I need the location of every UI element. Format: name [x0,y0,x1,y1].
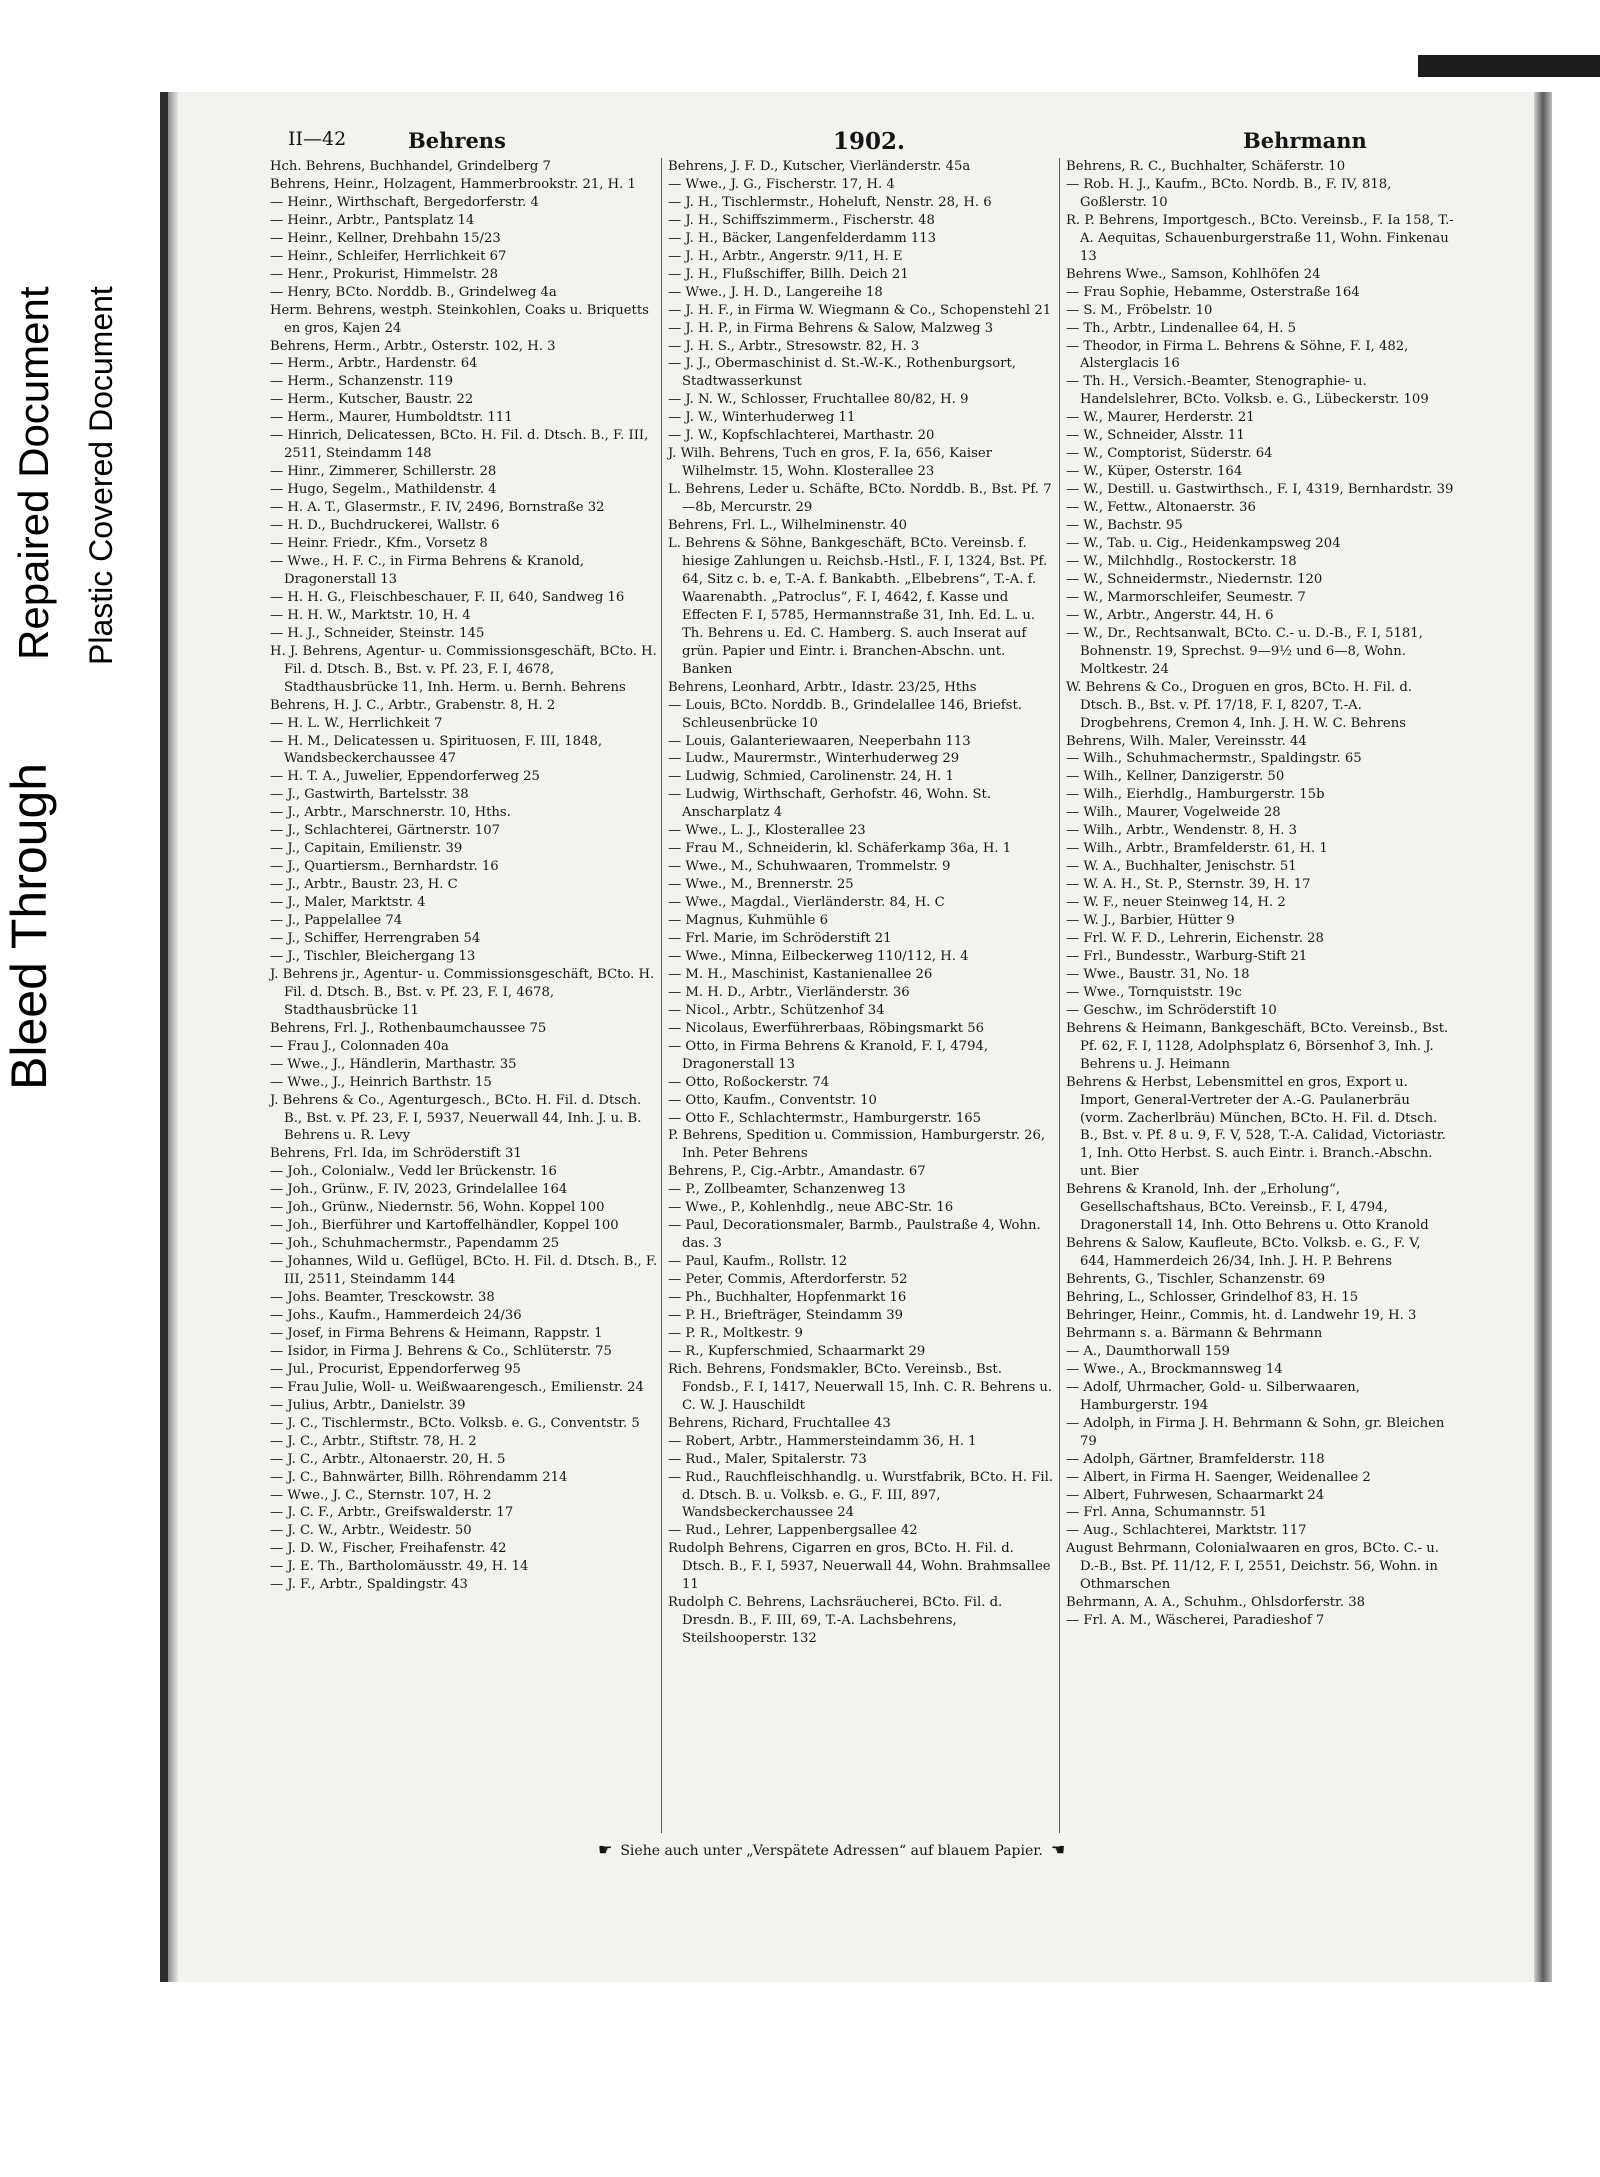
directory-entry: Behrmann, A. A., Schuhm., Ohlsdorferstr. 38 [1066,1595,1366,1611]
directory-entry: Behrens, Frl. L., Wilhelminenstr. 40 [668,518,908,534]
directory-entry: — Albert, in Firma H. Saenger, Weidenallee 2 [1066,1469,1371,1485]
directory-entry: — Herm., Schanzenstr. 119 [270,374,454,390]
directory-entry: — Frau J., Colonnaden 40a [270,1038,449,1054]
directory-entry: — Otto, Roßockerstr. 74 [668,1074,830,1090]
directory-entry: Behringer, Heinr., Commis, ht. d. Landwehr 19, H. 3 [1066,1308,1417,1323]
directory-entry: — J., Schlachterei, Gärtnerstr. 107 [270,823,500,839]
directory-entry: — Wwe., Baustr. 31, No. 18 [1066,966,1250,982]
directory-entry: — Robert, Arbtr., Hammersteindamm 36, H. 1 [668,1433,977,1449]
directory-entry: — Rud., Lehrer, Lappenbergsallee 42 [668,1523,918,1539]
directory-entry: Behrens, Leonhard, Arbtr., Idastr. 23/25, Hths [668,679,977,695]
directory-entry: — H. T. A., Juwelier, Eppendorferweg 25 [270,769,540,785]
directory-entry: — W. J., Barbier, Hütter 9 [1066,913,1235,929]
directory-entry: Behrents, G., Tischler, Schanzenstr. 69 [1066,1272,1326,1288]
directory-entry: — H. D., Buchdruckerei, Wallstr. 6 [270,518,500,534]
directory-entry: — Johs. Beamter, Tresckowstr. 38 [270,1290,495,1306]
directory-entry: — J. H., Arbtr., Angerstr. 9/11, H. E [668,248,903,264]
directory-entry: — Adolph, in Firma J. H. Behrmann & Sohn, gr. Bleichen 79 [1066,1415,1445,1449]
directory-entry: — Johs., Kaufm., Hammerdeich 24/36 [270,1308,522,1323]
plastic-covered-label: Plastic Covered Document [83,286,119,665]
directory-entry: — J. C. W., Arbtr., Weidestr. 50 [270,1523,472,1539]
directory-entry: — Louis, Galanteriewaaren, Neeperbahn 113 [668,733,971,749]
directory-entry: — Jul., Procurist, Eppendorferweg 95 [270,1361,521,1377]
directory-entry: — Frl., Bundesstr., Warburg-Stift 21 [1066,948,1308,964]
directory-entry: — S. M., Fröbelstr. 10 [1066,302,1213,318]
directory-entry: — Josef, in Firma Behrens & Heimann, Rappstr. 1 [270,1325,603,1341]
directory-entry: — Wilh., Maurer, Vogelweide 28 [1066,805,1281,821]
scan-edge-shadow [168,92,178,1982]
directory-entry: Behrens, J. F. D., Kutscher, Vierländerstr. 45a [668,159,971,174]
directory-entry: Behrens, H. J. C., Arbtr., Grabenstr. 8, H. 2 [270,697,556,713]
year-heading: 1902. [833,128,906,155]
directory-entry: — Nicol., Arbtr., Schützenhof 34 [668,1002,885,1018]
right-head-word: Behrmann [1243,128,1367,153]
directory-entry: Rich. Behrens, Fondsmakler, BCto. Vereinsb., Bst. Fondsb., F. I, 1417, Neuerwall 15, Inh. C. R. Behrens u. C. W. J. Hauschildt [668,1361,1053,1413]
directory-entry: — Peter, Commis, Afterdorferstr. 52 [668,1272,908,1288]
directory-entry: — Ludwig, Schmied, Carolinenstr. 24, H. 1 [668,769,954,785]
directory-entry: — Frl. W. F. D., Lehrerin, Eichenstr. 28 [1066,930,1324,946]
directory-entry: — Wwe., J. H. D., Langereihe 18 [668,284,883,300]
directory-entry: Behring, L., Schlosser, Grindelhof 83, H. 15 [1066,1290,1359,1306]
directory-entry: — Wwe., L. J., Klosterallee 23 [668,823,866,839]
directory-entry: — Heinr., Kellner, Drehbahn 15/23 [270,230,501,246]
directory-entry: — Herm., Kutscher, Baustr. 22 [270,392,474,408]
directory-entry: — Wwe., Minna, Eilbeckerweg 110/112, H. 4 [668,948,969,964]
directory-entry: Behrens & Kranold, Inh. der „Erholung“, Gesellschaftshaus, BCto. Vereinsb., F. I, 4794, Dragonerstall 14, Inh. Otto Behrens u. Otto Kranold [1066,1182,1429,1234]
directory-entry: Behrens Wwe., Samson, Kohlhöfen 24 [1066,266,1321,282]
directory-entry: — J. H. F., in Firma W. Wiegmann & Co., Schopenstehl 21 [668,302,1052,318]
directory-entry: — Wwe., J., Heinrich Barthstr. 15 [270,1074,492,1090]
directory-entry: — Henr., Prokurist, Himmelstr. 28 [270,266,499,282]
directory-entry: — Ludw., Maurermstr., Winterhuderweg 29 [668,751,960,767]
directory-entry: — Joh., Grünw., F. IV, 2023, Grindelallee 164 [270,1182,568,1198]
directory-entry: — H. M., Delicatessen u. Spirituosen, F. III, 1848, Wandsbeckerchaussee 47 [270,733,603,767]
directory-entry: — Adolph, Gärtner, Bramfelderstr. 118 [1066,1451,1325,1467]
directory-entry: — J. H., Flußschiffer, Billh. Deich 21 [668,266,909,282]
directory-entry: — J., Arbtr., Baustr. 23, H. C [270,877,458,893]
directory-entry: — J. F., Arbtr., Spaldingstr. 43 [270,1577,468,1593]
directory-entry: Hch. Behrens, Buchhandel, Grindelberg 7 [270,159,551,174]
directory-entry: — J., Arbtr., Marschnerstr. 10, Hths. [270,805,511,821]
directory-entry: — Rud., Rauchfleischhandlg. u. Wurstfabrik, BCto. H. Fil. d. Dtsch. B. u. Volksb. e. G., F. III, 897, Wandsbeckerchaussee 24 [668,1469,1054,1521]
left-head-word: Behrens [408,128,506,153]
directory-entry: — Wwe., M., Brennerstr. 25 [668,877,854,893]
directory-entry: — Louis, BCto. Norddb. B., Grindelallee 146, Briefst. Schleusenbrücke 10 [668,697,1022,731]
directory-entry: — P. R., Moltkestr. 9 [668,1325,803,1341]
directory-entry: — W. A. H., St. P., Sternstr. 39, H. 17 [1066,877,1311,893]
directory-entry: Behrens, Richard, Fruchtallee 43 [668,1415,891,1431]
directory-entry: — J. W., Kopfschlachterei, Marthastr. 20 [668,428,935,444]
directory-entry: Behrens & Heimann, Bankgeschäft, BCto. Vereinsb., Bst. Pf. 62, F. I, 1128, Adolphsplatz 6, Börsenhof 3, Inh. J. Behrens u. J. Heimann [1066,1020,1449,1072]
directory-entry: — Th. H., Versich.-Beamter, Stenographie- u. Handelslehrer, BCto. Volksb. e. G., Lübeckerstr. 109 [1066,374,1429,408]
directory-entry: — J. C., Tischlermstr., BCto. Volksb. e. G., Conventstr. 5 [270,1415,640,1431]
directory-entry: — W., Schneider, Alsstr. 11 [1066,428,1245,444]
directory-entry: — M. H., Maschinist, Kastanienallee 26 [668,966,933,982]
column-rule [1059,158,1060,1833]
directory-entry: Herm. Behrens, westph. Steinkohlen, Coaks u. Briquetts en gros, Kajen 24 [270,302,649,336]
directory-entry: W. Behrens & Co., Droguen en gros, BCto. H. Fil. d. Dtsch. B., Bst. v. Pf. 17/18, F. I, 8207, T.-A. Drogbehrens, Cremon 4, Inh. J. H. W. C. Behrens [1066,679,1412,731]
directory-entry: — W., Marmorschleifer, Seumestr. 7 [1066,589,1306,605]
directory-entry: — Otto, in Firma Behrens & Kranold, F. I, 4794, Dragonerstall 13 [668,1038,989,1072]
footer-note-text: Siehe auch unter „Verspätete Adressen“ auf blauem Papier. [620,1843,1043,1859]
directory-entry: — J. H. P., in Firma Behrens & Salow, Malzweg 3 [668,320,994,336]
directory-entry: P. Behrens, Spedition u. Commission, Hamburgerstr. 26, Inh. Peter Behrens [668,1128,1046,1162]
directory-entry: — Paul, Decorationsmaler, Barmb., Paulstraße 4, Wohn. das. 3 [668,1218,1041,1252]
directory-entry: — Frl. Marie, im Schröderstift 21 [668,930,892,946]
directory-entry: — Wilh., Schuhmachermstr., Spaldingstr. 65 [1066,751,1362,767]
directory-entry: L. Behrens, Leder u. Schäfte, BCto. Norddb. B., Bst. Pf. 7—8b, Mercurstr. 29 [668,482,1052,516]
directory-entry: — Adolf, Uhrmacher, Gold- u. Silberwaaren, Hamburgerstr. 194 [1066,1379,1360,1413]
directory-entry: — J. N. W., Schlosser, Fruchtallee 80/82, H. 9 [668,392,969,408]
directory-entry: — Joh., Schuhmachermstr., Papendamm 25 [270,1236,560,1252]
directory-entry: — H. A. T., Glasermstr., F. IV, 2496, Bornstraße 32 [270,500,605,516]
directory-entry: Behrens, Heinr., Holzagent, Hammerbrookstr. 21, H. 1 [270,176,636,192]
directory-entry: — Theodor, in Firma L. Behrens & Söhne, F. I, 482, Alsterglacis 16 [1066,338,1409,372]
directory-entry: — J. C., Arbtr., Stiftstr. 78, H. 2 [270,1433,477,1449]
directory-entry: — Frl. A. M., Wäscherei, Paradieshof 7 [1066,1613,1325,1629]
directory-entry: — Aug., Schlachterei, Marktstr. 117 [1066,1523,1307,1539]
directory-entry: — Joh., Colonialw., Vedd ler Brückenstr. 16 [270,1164,557,1180]
directory-entry: — Wwe., Magdal., Vierländerstr. 84, H. C [668,895,945,911]
directory-entry: — M. H. D., Arbtr., Vierländerstr. 36 [668,984,910,1000]
directory-entry: — Magnus, Kuhmühle 6 [668,913,828,929]
directory-entry: — P., Zollbeamter, Schanzenweg 13 [668,1182,906,1198]
directory-entry: — J. D. W., Fischer, Freihafenstr. 42 [270,1541,507,1557]
directory-entry: August Behrmann, Colonialwaaren en gros, BCto. C.- u. D.-B., Bst. Pf. 11/12, F. I, 2551, Deichstr. 56, Wohn. in Othmarschen [1066,1541,1439,1593]
directory-entry: — J. H., Bäcker, Langenfelderdamm 113 [668,230,937,246]
directory-entry: Behrens & Salow, Kaufleute, BCto. Volksb. e. G., F. V, 644, Hammerdeich 26/34, Inh. J. H. P. Behrens [1066,1236,1421,1270]
directory-entry: — W. A., Buchhalter, Jenischstr. 51 [1066,859,1297,875]
directory-entry: — W., Schneidermstr., Niedernstr. 120 [1066,571,1323,587]
running-head [278,128,1508,162]
directory-entry: — Herm., Arbtr., Hardenstr. 64 [270,356,478,372]
directory-entry: — Wwe., Tornquiststr. 19c [1066,984,1242,1000]
page-number: II—42 [288,128,347,150]
side-label-strip [0,0,160,2177]
directory-entry: Behrens, R. C., Buchhalter, Schäferstr. 10 [1066,159,1346,174]
directory-entry: — Otto F., Schlachtermstr., Hamburgerstr. 165 [668,1110,982,1126]
directory-entry: — Paul, Kaufm., Rollstr. 12 [668,1254,848,1270]
directory-entry: J. Behrens & Co., Agenturgesch., BCto. H. Fil. d. Dtsch. B., Bst. v. Pf. 23, F. I, 5937, Neuerwall 44, Inh. J. u. B. Behrens u. R. Levy [270,1092,642,1144]
directory-entry: Behrens, Frl. J., Rothenbaumchaussee 75 [270,1020,547,1036]
directory-entry: — Isidor, in Firma J. Behrens & Co., Schlüterstr. 75 [270,1343,612,1359]
directory-entry: — J., Quartiersm., Bernhardstr. 16 [270,859,499,875]
directory-entry: — Frl. Anna, Schumannstr. 51 [1066,1505,1268,1521]
directory-entry: — J., Schiffer, Herrengraben 54 [270,930,481,946]
directory-entry: — Heinr., Arbtr., Pantsplatz 14 [270,212,475,228]
directory-entry: — Joh., Grünw., Niedernstr. 56, Wohn. Koppel 100 [270,1200,605,1216]
directory-entry: — Hinrich, Delicatessen, BCto. H. Fil. d. Dtsch. B., F. III, 2511, Steindamm 148 [270,428,649,462]
directory-entry: — J. H. S., Arbtr., Stresowstr. 82, H. 3 [668,338,920,354]
directory-entry: — Heinr. Friedr., Kfm., Vorsetz 8 [270,536,488,552]
directory-entry: — Johannes, Wild u. Geflügel, BCto. H. Fil. d. Dtsch. B., F. III, 2511, Steindamm 144 [270,1254,658,1288]
directory-entry: — Otto, Kaufm., Conventstr. 10 [668,1092,877,1108]
directory-entry: — J. J., Obermaschinist d. St.-W.-K., Rothenburgsort, Stadtwasserkunst [668,356,1016,390]
directory-entry: Behrens, P., Cig.-Arbtr., Amandastr. 67 [668,1164,926,1180]
footer-note [590,1840,1290,1859]
directory-entry: — W., Bachstr. 95 [1066,518,1183,534]
scan-edge [160,92,168,1982]
column-rule [661,158,662,1833]
directory-entry: — Julius, Arbtr., Danielstr. 39 [270,1397,466,1413]
directory-entry: — A., Daumthorwall 159 [1066,1343,1230,1359]
directory-column-1 [270,158,658,1594]
directory-entry: — J. C. F., Arbtr., Greifswalderstr. 17 [270,1505,514,1521]
directory-entry: — W., Comptorist, Süderstr. 64 [1066,446,1273,462]
directory-entry: — H. H. W., Marktstr. 10, H. 4 [270,607,471,623]
directory-entry: — J. C., Arbtr., Altonaerstr. 20, H. 5 [270,1451,506,1467]
repaired-document-label: Repaired Document [10,286,57,660]
directory-entry: — J., Gastwirth, Bartelsstr. 38 [270,787,469,803]
page-fold [1534,92,1552,1982]
directory-entry: — H. J., Schneider, Steinstr. 145 [270,625,485,641]
directory-entry: — W., Maurer, Herderstr. 21 [1066,410,1255,426]
directory-entry: L. Behrens & Söhne, Bankgeschäft, BCto. Vereinsb. f. hiesige Zahlungen u. Reichsb.-Hstl., F. I, 1324, Bst. Pf. 64, Sitz c. b. e, T.-A. f. Bankabth. „Elbebrens“, T.-A. f. Waarenabth. „Patroclus“, F. I, 4642, f. Kasse und Effecten F. I, 5785, Hermannstraße 31, Inh. Ed. L. u. Th. Behrens u. Ed. C. Hamberg. S. auch Inserat auf grün. Papier und Eintr. i. Branchen-Abschn. unt. Banken [668,536,1048,677]
directory-entry: — Heinr., Wirthschaft, Bergedorferstr. 4 [270,194,539,210]
directory-entry: — R., Kupferschmied, Schaarmarkt 29 [668,1343,926,1359]
directory-entry: — W., Küper, Osterstr. 164 [1066,464,1243,480]
directory-entry: — Ph., Buchhalter, Hopfenmarkt 16 [668,1290,907,1306]
directory-entry: — J., Capitain, Emilienstr. 39 [270,841,463,857]
directory-entry: — J. H., Schiffszimmerm., Fischerstr. 48 [668,212,935,228]
directory-entry: — Ludwig, Wirthschaft, Gerhofstr. 46, Wohn. St. Anscharplatz 4 [668,787,992,821]
directory-entry: J. Behrens jr., Agentur- u. Commissionsgeschäft, BCto. H. Fil. d. Dtsch. B., Bst. v. Pf. 23, F. I, 4678, Stadthausbrücke 11 [270,966,655,1018]
directory-entry: — J., Tischler, Bleichergang 13 [270,948,476,964]
directory-entry: — Albert, Fuhrwesen, Schaarmarkt 24 [1066,1487,1325,1503]
directory-entry: — W., Fettw., Altonaerstr. 36 [1066,500,1256,516]
directory-entry: — Wwe., H. F. C., in Firma Behrens & Kranold, Dragonerstall 13 [270,553,585,587]
directory-entry: Rudolph C. Behrens, Lachsräucherei, BCto. Fil. d. Dresdn. B., F. III, 69, T.-A. Lachsbehrens, Steilshooperstr. 132 [668,1595,1003,1647]
directory-entry: — Wwe., A., Brockmannsweg 14 [1066,1361,1283,1377]
directory-entry: — Wilh., Kellner, Danzigerstr. 50 [1066,769,1285,785]
directory-entry: — W. F., neuer Steinweg 14, H. 2 [1066,895,1286,911]
directory-entry: — Frau M., Schneiderin, kl. Schäferkamp 36a, H. 1 [668,841,1012,857]
directory-entry: — Wwe., J., Händlerin, Marthastr. 35 [270,1056,517,1072]
directory-entry: — W., Tab. u. Cig., Heidenkampsweg 204 [1066,536,1341,552]
directory-entry: Rudolph Behrens, Cigarren en gros, BCto. H. Fil. d. Dtsch. B., F. I, 5937, Neuerwall 44, Wohn. Brahmsallee 11 [668,1541,1051,1593]
directory-entry: — Wwe., J. C., Sternstr. 107, H. 2 [270,1487,492,1503]
directory-entry: — Rob. H. J., Kaufm., BCto. Nordb. B., F. IV, 818, Goßlerstr. 10 [1066,176,1392,210]
directory-entry: — H. L. W., Herrlichkeit 7 [270,715,443,731]
scan-tab [1418,55,1600,77]
pointing-hand-icon: ☛ [598,1840,613,1859]
directory-entry: — Wwe., M., Schuhwaaren, Trommelstr. 9 [668,859,951,875]
directory-entry: — W., Milchhdlg., Rostockerstr. 18 [1066,553,1297,569]
pointing-hand-icon: ☚ [1050,1840,1066,1859]
directory-entry: — J. E. Th., Bartholomäusstr. 49, H. 14 [270,1559,529,1575]
directory-entry: — Hinr., Zimmerer, Schillerstr. 28 [270,464,497,480]
bleed-through-label: Bleed Through [1,762,57,1090]
directory-entry: — Wilh., Arbtr., Bramfelderstr. 61, H. 1 [1066,841,1328,857]
directory-entry: — Rud., Maler, Spitalerstr. 73 [668,1451,867,1467]
directory-entry: — Hugo, Segelm., Mathildenstr. 4 [270,482,497,498]
directory-entry: Behrens, Wilh. Maler, Vereinsstr. 44 [1066,733,1307,749]
directory-entry: J. Wilh. Behrens, Tuch en gros, F. Ia, 656, Kaiser Wilhelmstr. 15, Wohn. Klosterallee 23 [668,446,993,480]
directory-entry: — Nicolaus, Ewerführerbaas, Röbingsmarkt 56 [668,1020,984,1036]
directory-entry: — Frau Sophie, Hebamme, Osterstraße 164 [1066,284,1360,300]
directory-entry: — J. H., Tischlermstr., Hoheluft, Nenstr. 28, H. 6 [668,194,992,210]
directory-entry: — P. H., Briefträger, Steindamm 39 [668,1308,904,1323]
directory-entry: — Th., Arbtr., Lindenallee 64, H. 5 [1066,320,1296,336]
directory-entry: — J. W., Winterhuderweg 11 [668,410,856,426]
directory-entry: — Wwe., P., Kohlenhdlg., neue ABC-Str. 16 [668,1200,954,1216]
directory-entry: R. P. Behrens, Importgesch., BCto. Vereinsb., F. Ia 158, T.-A. Aequitas, Schauenburgerstraße 11, Wohn. Finkenau 13 [1066,212,1454,264]
directory-entry: — W., Arbtr., Angerstr. 44, H. 6 [1066,607,1274,623]
directory-entry: Behrmann s. a. Bärmann & Behrmann [1066,1325,1323,1341]
directory-entry: — Joh., Bierführer und Kartoffelhändler, Koppel 100 [270,1218,619,1234]
directory-column-2 [668,158,1056,1648]
directory-entry: Behrens, Herm., Arbtr., Osterstr. 102, H. 3 [270,338,556,354]
directory-entry: — H. H. G., Fleischbeschauer, F. II, 640, Sandweg 16 [270,589,625,605]
directory-entry: — Heinr., Schleifer, Herrlichkeit 67 [270,248,507,264]
directory-entry: — Wwe., J. G., Fischerstr. 17, H. 4 [668,176,895,192]
directory-entry: — J., Maler, Marktstr. 4 [270,895,426,911]
directory-entry: H. J. Behrens, Agentur- u. Commissionsgeschäft, BCto. H. Fil. d. Dtsch. B., Bst. v. Pf. 23, F. I, 4678, Stadthausbrücke 11, Inh. Herm. u. Bernh. Behrens [270,643,657,695]
directory-entry: — Frau Julie, Woll- u. Weißwaarengesch., Emilienstr. 24 [270,1379,644,1395]
directory-entry: — W., Destill. u. Gastwirthsch., F. I, 4319, Bernhardstr. 39 [1066,482,1454,498]
directory-entry: — Geschw., im Schröderstift 10 [1066,1002,1277,1018]
directory-entry: — J., Pappelallee 74 [270,913,403,929]
directory-entry: — Henry, BCto. Norddb. B., Grindelweg 4a [270,284,557,300]
directory-entry: Behrens & Herbst, Lebensmittel en gros, Export u. Import, General-Vertreter der A.-G. Paulanerbräu (vorm. Zacherlbräu) München, BCto. H. Fil. d. Dtsch. B., Bst. v. Pf. 8 u. 9, F. V, 528, T.-A. Calidad, Victoriastr. 1, Inh. Otto Herbst. S. auch Eintr. i. Branch.-Abschn. unt. Bier [1066,1074,1446,1180]
directory-entry: — Wilh., Arbtr., Wendenstr. 8, H. 3 [1066,823,1298,839]
directory-entry: — W., Dr., Rechtsanwalt, BCto. C.- u. D.-B., F. I, 5181, Bohnenstr. 19, Sprechst. 9—9½ und 6—8, Wohn. Moltkestr. 24 [1066,625,1423,677]
directory-column-3 [1066,158,1454,1630]
directory-entry: — Herm., Maurer, Humboldtstr. 111 [270,410,513,426]
directory-entry: Behrens, Frl. Ida, im Schröderstift 31 [270,1146,522,1162]
directory-entry: — J. C., Bahnwärter, Billh. Röhrendamm 214 [270,1469,568,1485]
directory-entry: — Wilh., Eierhdlg., Hamburgerstr. 15b [1066,787,1325,803]
